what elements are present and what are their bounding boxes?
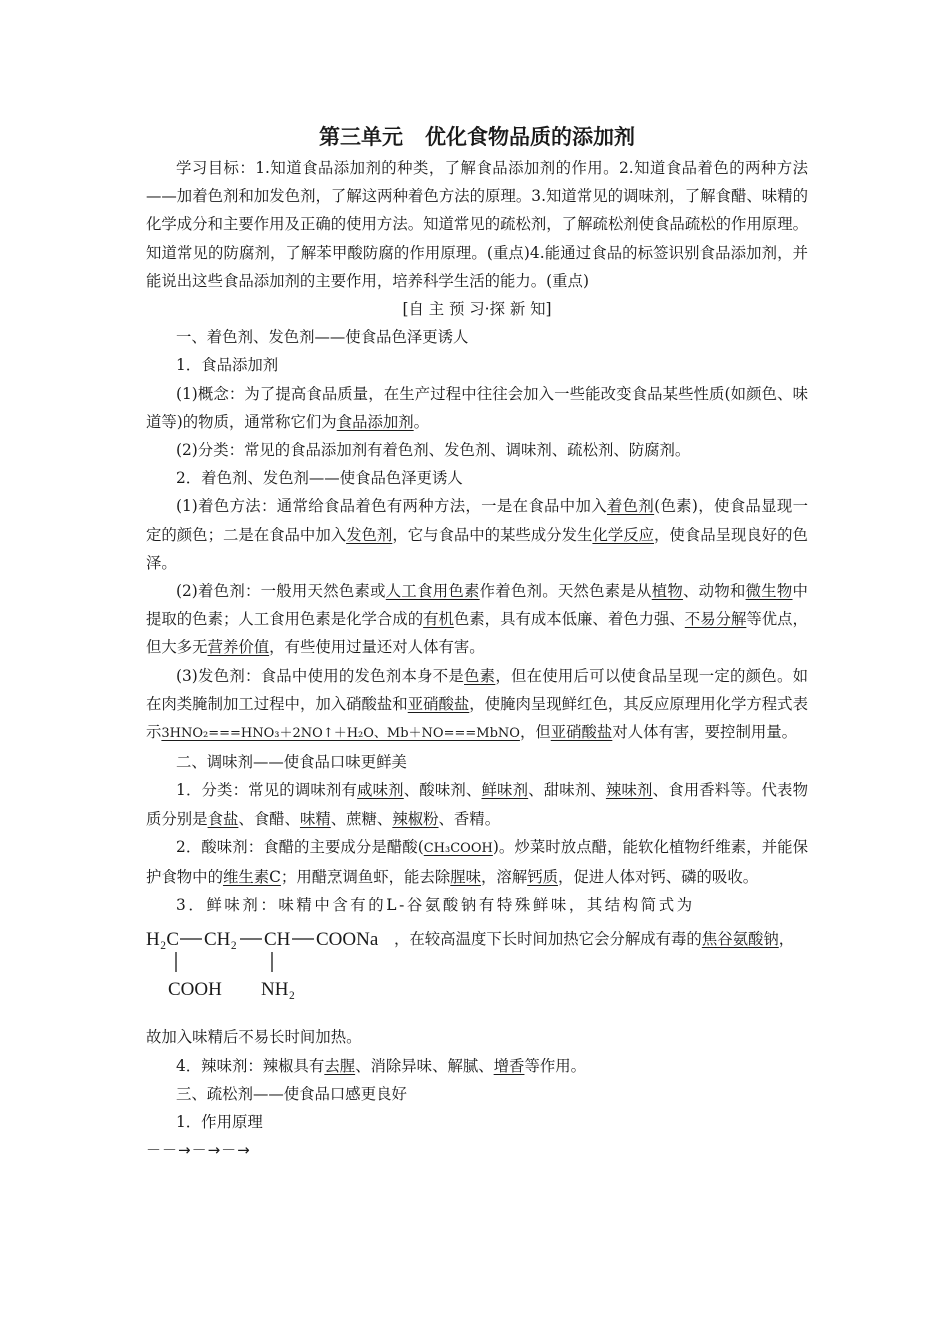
answer-blank: 辣味剂 <box>605 781 653 800</box>
answer-blank: 有机 <box>423 610 454 629</box>
msg-structural-formula <box>146 925 386 1019</box>
para-classification: (2)分类：常见的食品添加剂有着色剂、发色剂、调味剂、疏松剂、防腐剂。 <box>176 441 691 460</box>
atom-nh2: NH₂ <box>261 979 296 1001</box>
answer-blank: 不易分解 <box>684 610 747 629</box>
answer-blank: 腥味 <box>450 868 482 887</box>
para-acidulant: 2．酸味剂：食醋的主要成分是醋酸(CH₃COOH)。炒菜时放点醋，能软化植物纤维素，并能保护食物中的维生素C；用醋烹调鱼虾，能去除腥味，溶解钙质，促进人体对钙、磷的吸收。 <box>146 837 808 887</box>
para-coloring-method: (1)着色方法：通常给食品着色有两种方法，一是在食品中加入着色剂(色素)，使食品显现一定的颜色；二是在食品中加入发色剂，它与食品中的某些成分发生化学反应，使食品呈现良好的色泽。 <box>146 497 808 572</box>
answer-blank: 鲜味剂 <box>481 781 529 800</box>
answer-blank: 人工食用色素 <box>385 582 480 601</box>
answer-blank: 辣椒粉 <box>392 809 439 828</box>
answer-blank: 去腥 <box>324 1056 356 1075</box>
atom-coona: COONa <box>316 929 379 951</box>
para-umami-tail: ，在较高温度下长时间加热它会分解成有毒的焦谷氨酸钠， <box>394 930 795 949</box>
learning-objectives: 学习目标：1.知道食品添加剂的种类，了解食品添加剂的作用。2.知道食品着色的两种方法——加着色剂和加发色剂，了解这两种着色方法的原理。3.知道常见的调味剂，了解食醋、味精的化学成分和主要作用及正确的使用方法。知道常见的疏松剂，了解疏松剂使食品疏松的作用原理。知道常见的防腐剂，了解苯甲酸防腐的作用原理。(重点)4.能通过食品的标签识别食品添加剂，并能说出这些食品添加剂的主要作用，培养科学生活的能力。(重点) <box>146 159 808 290</box>
answer-blank: 亚硝酸盐 <box>550 723 613 742</box>
answer-blank: 化学反应 <box>592 525 655 544</box>
item-colorant-heading: 2．着色剂、发色剂——使食品色泽更诱人 <box>176 469 463 488</box>
atom-ch: CH <box>264 929 291 951</box>
para-colorant: (2)着色剂：一般用天然色素或人工食用色素作着色剂。天然色素是从植物、动物和微生物中提取的色素；人工食用色素是化学合成的有机色素，具有成本低廉、着色力强、不易分解等优点，但大多无营养价值，有些使用过量还对人体有害。 <box>146 582 808 657</box>
heading-colorants: 一、着色剂、发色剂——使食品色泽更诱人 <box>176 328 469 347</box>
answer-blank: 焦谷氨酸钠 <box>701 930 779 949</box>
answer-blank: 咸味剂 <box>357 781 404 800</box>
para-umami-note: 故加入味精后不易长时间加热。 <box>146 1028 362 1047</box>
page-title <box>146 120 808 154</box>
answer-blank: 发色剂 <box>346 525 393 544</box>
section-header: [自 主 预 习·探 新 知] <box>402 300 552 319</box>
answer-blank: CH₃COOH <box>423 840 493 856</box>
answer-blank: 着色剂 <box>606 497 655 516</box>
title-unit: 第三单元 <box>319 125 403 149</box>
para-umami-intro: 3．鲜味剂：味精中含有的L-谷氨酸钠有特殊鲜味，其结构简式为 <box>176 896 695 915</box>
para-concept: (1)概念：为了提高食品质量，在生产过程中往往会加入一些能改变食品某些性质(如颜色、味道等)的物质，通常称它们为食品添加剂。 <box>146 384 808 431</box>
answer-blank: 增香 <box>493 1056 525 1075</box>
answer-blank: 营养价值 <box>207 638 270 657</box>
answer-blank: 色素 <box>464 666 496 685</box>
answer-blank: 微生物 <box>745 582 793 601</box>
para-pungent: 4．辣味剂：辣椒具有去腥、消除异味、解腻、增香等作用。 <box>176 1056 587 1075</box>
answer-blank: 植物 <box>651 582 684 601</box>
atom-h2c: H₂C <box>146 929 180 951</box>
heading-leavening: 三、疏松剂——使食品口感更良好 <box>176 1084 407 1103</box>
answer-blank: 亚硝酸盐 <box>407 694 470 713</box>
para-color-developer: (3)发色剂：食品中使用的发色剂本身不是色素，但在使用后可以使食品呈现一定的颜色。如在肉类腌制加工过程中，加入硝酸盐和亚硝酸盐，使腌肉呈现鲜红色，其反应原理用化学方程式表示3HNO₂===HNO₃＋2NO↑＋H₂O、Mb＋NO===MbNO，但亚硝酸盐对人体有害，要控制用量。 <box>146 666 808 742</box>
answer-blank: 钙质 <box>527 868 559 887</box>
answer-blank: 食品添加剂 <box>336 412 414 431</box>
reaction-arrows: －－→－→－→ <box>146 1141 251 1160</box>
structural-formula-block <box>146 925 808 1019</box>
atom-cooh: COOH <box>168 979 222 1001</box>
para-seasoning-classes: 1．分类：常见的调味剂有咸味剂、酸味剂、鲜味剂、甜味剂、辣味剂、食用香料等。代表物质分别是食盐、食醋、味精、蔗糖、辣椒粉、香精。 <box>146 781 808 828</box>
heading-seasonings: 二、调味剂——使食品口味更鲜美 <box>176 753 407 772</box>
answer-blank: 维生素C <box>222 868 281 887</box>
answer-blank: 味精 <box>299 809 331 828</box>
atom-ch2: CH₂ <box>204 929 238 951</box>
chemical-equation: 3HNO₂===HNO₃＋2NO↑＋H₂O、Mb＋NO===MbNO <box>161 726 520 742</box>
title-topic: 优化食物品质的添加剂 <box>425 125 635 149</box>
document-page <box>146 120 808 1165</box>
item-principle: 1．作用原理 <box>176 1113 263 1132</box>
answer-blank: 食盐 <box>207 809 239 828</box>
item-food-additive: 1．食品添加剂 <box>176 356 279 375</box>
